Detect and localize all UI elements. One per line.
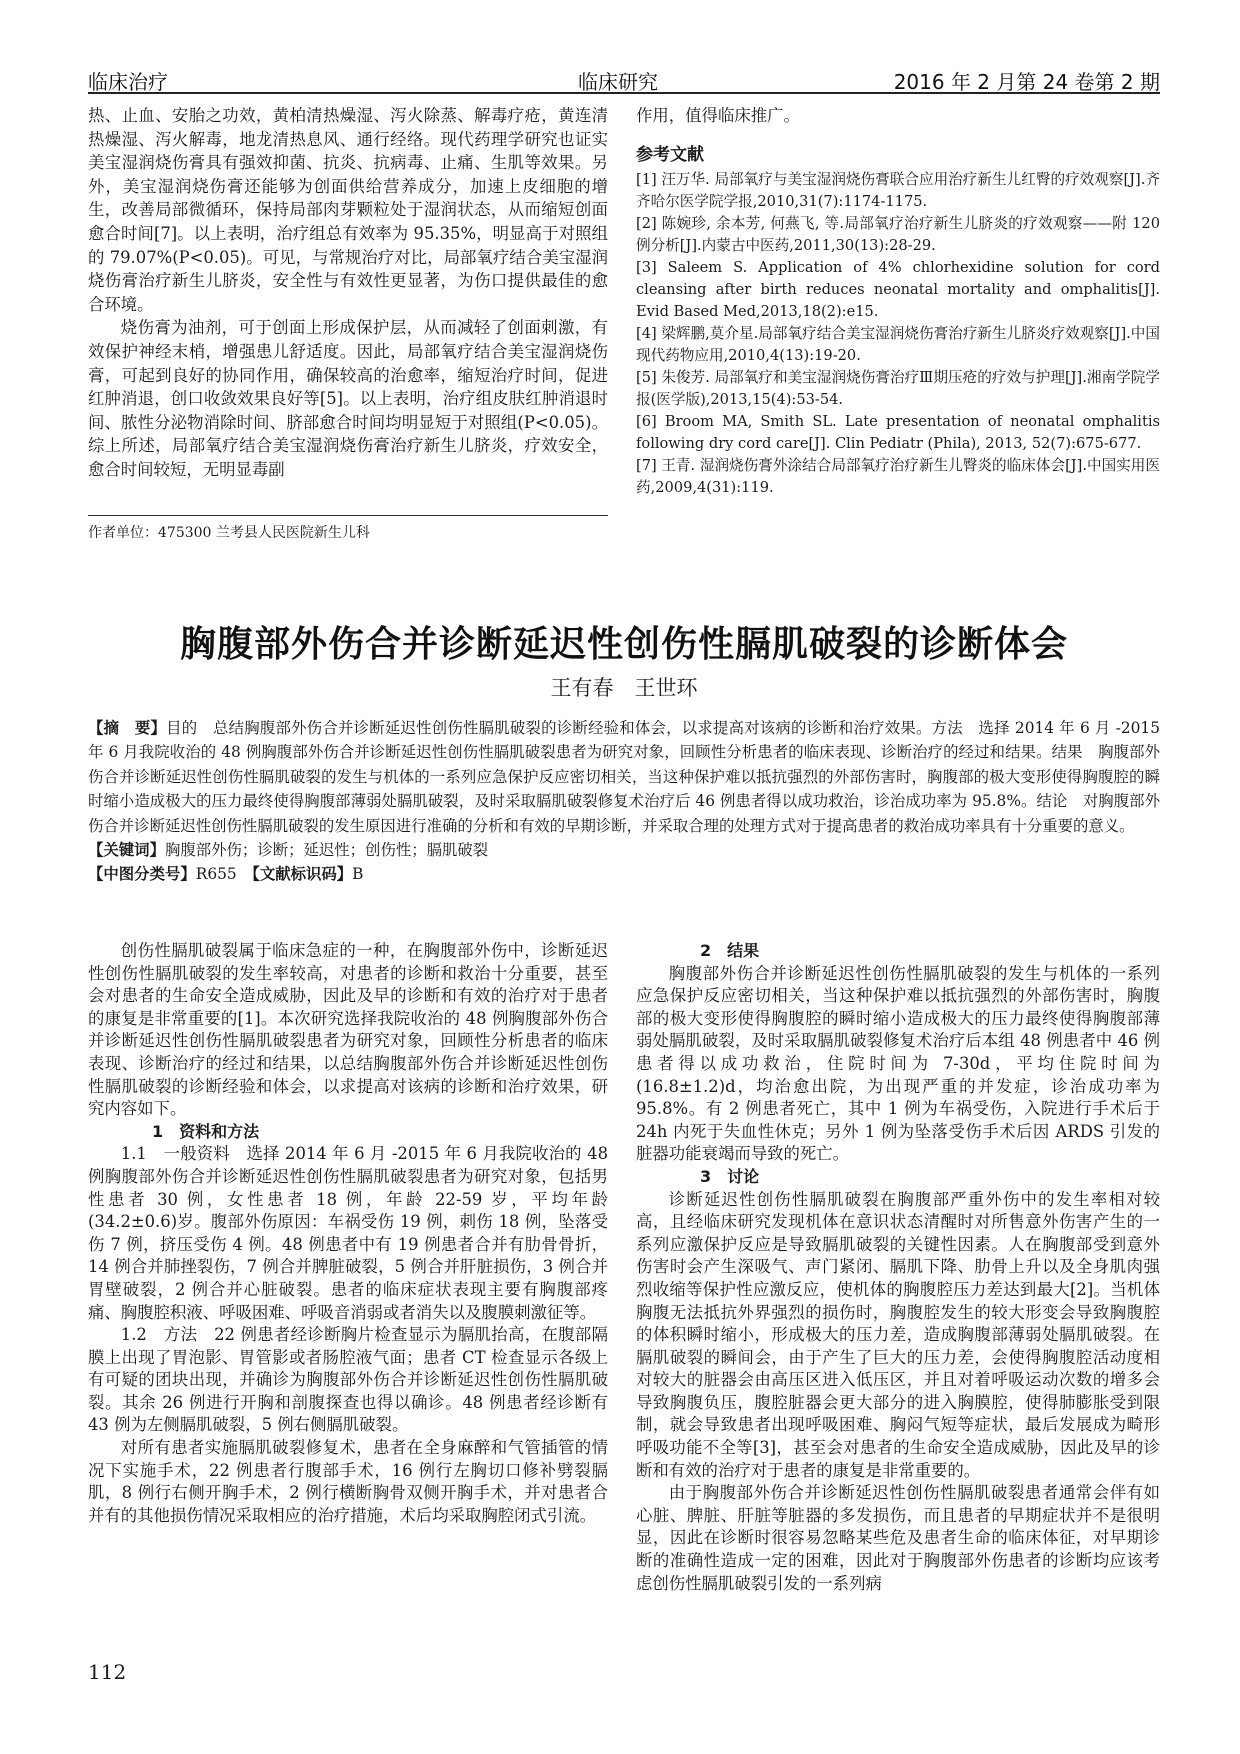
- article-authors: 王有春 王世环: [550, 676, 698, 700]
- footnote-rule: [88, 515, 608, 516]
- section-heading: 2 结果: [700, 941, 760, 960]
- abstract: [88, 716, 1160, 838]
- author-unit-footnote: 作者单位：475300 兰考县人民医院新生儿科: [88, 525, 370, 541]
- reference-item: [5] 朱俊芳. 局部氧疗和美宝湿润烧伤膏治疗Ⅲ期压疮的疗效与护理[J].湘南学院学报(医学版),2013,15(4):53-54.: [636, 369, 1160, 409]
- running-header: [88, 60, 1160, 94]
- references-heading: 参考文献: [636, 144, 704, 165]
- header-issue-info: 2016 年 2 月第 24 卷第 2 期: [893, 70, 1160, 94]
- abstract-block: [88, 716, 1160, 887]
- doc-code-label: 【文献标识码】: [252, 865, 353, 884]
- prev-article-left-column: [88, 104, 608, 482]
- prev-article-right-column: [636, 104, 1160, 499]
- body-paragraph: 1.2 方法 22 例患者经诊断胸片检查显示为膈肌抬高，在腹部隔膜上出现了胃泡影、胃管影或者肠腔液气面；患者 CT 检查显示各级上有可疑的团块出现，并确诊为胸腹部外伤合并诊断延迟性创伤性膈肌破裂。其余 26 例进行开胸和剖腹探查也得以确诊。48 例患者经诊断有 43 例为左侧膈肌破裂，5 例右侧膈肌破裂。: [88, 1325, 608, 1435]
- keywords: [88, 838, 1160, 862]
- header-section-left: 临床治疗: [88, 70, 168, 94]
- clc-label: 【中图分类号】: [88, 865, 196, 884]
- body-paragraph: 对所有患者实施膈肌破裂修复术，患者在全身麻醉和气管插管的情况下实施手术，22 例患者行腹部手术，16 例行左胸切口修补劈裂膈肌，8 例行右侧开胸手术，2 例行横断胸骨双侧开胸手术，并对患者合并有的其他损伤情况采取相应的治疗措施，术后均采取胸腔闭式引流。: [88, 1438, 608, 1525]
- body-paragraph: 1.1 一般资料 选择 2014 年 6 月 -2015 年 6 月我院收治的 48 例胸腹部外伤合并诊断延迟性创伤性膈肌破裂患者为研究对象，包括男性患者 30 例，女性患者 18 例，年龄 22-59 岁，平均年龄(34.2±0.6)岁。腹部外伤原因：车祸受伤 19 例，刺伤 18 例，坠落受伤 7 例，挤压受伤 4 例。48 例患者中有 19 例患者合并有肋骨骨折，14 例合并肺挫裂伤，7 例合并脾脏破裂，5 例合并肝脏损伤，3 例合并胃壁破裂，2 例合并心脏破裂。患者的临床症状表现主要有胸腹部疼痛、胸腹腔积液、呼吸困难、呼吸音消弱或者消失以及腹膜刺激征等。: [88, 1144, 608, 1322]
- reference-item: [2] 陈婉珍, 余本芳, 何燕飞, 等.局部氧疗治疗新生儿脐炎的疗效观察——附 120 例分析[J].内蒙古中医药,2011,30(13):28-29.: [636, 215, 1160, 255]
- body-paragraph: 诊断延迟性创伤性膈肌破裂在胸腹部严重外伤中的发生率相对较高，且经临床研究发现机体在意识状态清醒时对所售意外伤害产生的一系列应激保护反应是导致膈肌破裂的关键性因素。人在胸腹部受到意外伤害时会产生深吸气、声门紧闭、膈肌下降、肋骨上升以及全身肌肉强烈收缩等保护性应激反应，使机体的胸腹腔压力差达到最大[2]。当机体胸腹无法抵抗外界强烈的损伤时，胸腹腔发生的较大形变会导致胸腹腔的体积瞬时缩小，形成极大的压力差，造成胸腹部薄弱处膈肌破裂。在膈肌破裂的瞬间会，由于产生了巨大的压力差，会使得胸腹腔活动度相对较大的脏器会由高压区进入低压区，并且对着呼吸运动次数的增多会导致胸腹负压，腹腔脏器会更大部分的进入胸膜腔，使得肺膨胀受到限制，就会导致患者出现呼吸困难、胸闷气短等症状，最后发展成为畸形呼吸功能不全等[3]，甚至会对患者的生命安全造成威胁，因此及早的诊断和有效的治疗对于患者的康复是非常重要的。: [636, 1189, 1160, 1480]
- prev-paragraph: 热、止血、安胎之功效，黄柏清热燥湿、泻火除蒸、解毒疗疮，黄连清热燥湿、泻火解毒，地龙清热息风、通行经络。现代药理学研究也证实美宝湿润烧伤膏具有强效抑菌、抗炎、抗病毒、止痛、生肌等效果。另外，美宝湿润烧伤膏还能够为创面供给营养成分，加速上皮细胞的增生，改善局部微循环，保持局部肉芽颗粒处于湿润状态，从而缩短创面愈合时间[7]。以上表明，治疗组总有效率为 95.35%，明显高于对照组的 79.07%(P<0.05)。可见，与常规治疗对比，局部氧疗结合美宝湿润烧伤膏治疗新生儿脐炎，安全性与有效性更显著，为伤口提供最佳的愈合环境。: [88, 106, 608, 314]
- body-paragraph: 胸腹部外伤合并诊断延迟性创伤性膈肌破裂的发生与机体的一系列应急保护反应密切相关，当这种保护难以抵抗强烈的外部伤害时，胸腹部的极大变形使得胸腹腔的瞬时缩小造成极大的压力最终使得胸腹部薄弱处膈肌破裂，及时采取膈肌破裂修复术治疗后本组 48 例患者中 46 例患者得以成功救治，住院时间为 7-30d，平均住院时间为(16.8±1.2)d，均治愈出院，为出现严重的并发症，诊治成功率为 95.8%。有 2 例患者死亡，其中 1 例为车祸受伤，入院进行手术后于 24h 内死于失血性休克；另外 1 例为坠落受伤手术后因 ARDS 引发的脏器功能衰竭而导致的死亡。: [636, 963, 1160, 1164]
- reference-item: [1] 汪万华. 局部氧疗与美宝湿润烧伤膏联合应用治疗新生儿红臀的疗效观察[J].齐齐哈尔医学院学报,2010,31(7):1174-1175.: [636, 171, 1160, 211]
- doc-code-value: B: [352, 865, 364, 884]
- section-heading: 1 资料和方法: [152, 1121, 260, 1141]
- prev-paragraph: 烧伤膏为油剂，可于创面上形成保护层，从而减轻了创面刺激，有效保护神经末梢，增强患儿舒适度。因此，局部氧疗结合美宝湿润烧伤膏，可起到良好的协同作用，确保较高的治愈率，缩短治疗时间，促进红肿消退，创口收敛效果良好等[5]。以上表明，治疗组皮肤红肿消退时间、脓性分泌物消除时间、脐部愈合时间均明显短于对照组(P<0.05)。综上所述，局部氧疗结合美宝湿润烧伤膏治疗新生儿脐炎，疗效安全，愈合时间较短，无明显毒副: [88, 318, 608, 479]
- abstract-label: 【摘 要】: [88, 719, 167, 737]
- references-list: [636, 169, 1160, 499]
- reference-item: [4] 梁辉鹏,莫介星.局部氧疗结合美宝湿润烧伤膏治疗新生儿脐炎疗效观察[J].中国现代药物应用,2010,4(13):19-20.: [636, 325, 1160, 365]
- body-paragraph: 由于胸腹部外伤合并诊断延迟性创伤性膈肌破裂患者通常会伴有如心脏、脾脏、肝脏等脏器的多发损伤，而且患者的早期症状并不是很明显，因此在诊断时很容易忽略某些危及患者生命的临床体征，对早期诊断的准确性造成一定的困难，因此对于胸腹部外伤患者的诊断均应该考虑创伤性膈肌破裂引发的一系列病: [636, 1483, 1160, 1593]
- header-section-center: 临床研究: [578, 70, 658, 94]
- article-title: 胸腹部外伤合并诊断延迟性创伤性膈肌破裂的诊断体会: [179, 624, 1068, 665]
- section-heading: 3 讨论: [700, 1166, 760, 1186]
- article-right-column: [636, 940, 1160, 1595]
- keywords-label: 【关键词】: [88, 841, 165, 860]
- article-left-column: [88, 940, 608, 1527]
- keywords-text: 胸腹部外伤；诊断；延迟性；创伤性；膈肌破裂: [164, 841, 489, 860]
- reference-item: [7] 王青. 湿润烧伤膏外涂结合局部氧疗治疗新生儿臀炎的临床体会[J].中国实用医药,2009,4(31):119.: [636, 457, 1160, 497]
- header-rule: [88, 92, 1160, 94]
- abstract-text: 目的 总结胸腹部外伤合并诊断延迟性创伤性膈肌破裂的诊断经验和体会，以求提高对该病的诊断和治疗效果。方法 选择 2014 年 6 月 -2015 年 6 月我院收治的 48 例胸腹部外伤合并诊断延迟性创伤性膈肌破裂患者为研究对象，回顾性分析患者的临床表现、诊断治疗的经过和结果。结果 胸腹部外伤合并诊断延迟性创伤性膈肌破裂的发生与机体的一系列应急保护反应密切相关，当这种保护难以抵抗强烈的外部伤害时，胸腹部的极大变形使得胸腹腔的瞬时缩小造成极大的压力最终使得胸腹部薄弱处膈肌破裂，及时采取膈肌破裂修复术治疗后 46 例患者得以成功救治，诊治成功率为 95.8%。结论 对胸腹部外伤合并诊断延迟性创伤性膈肌破裂的发生原因进行准确的分析和有效的早期诊断，并采取合理的处理方式对于提高患者的救治成功率具有十分重要的意义。: [88, 719, 1160, 835]
- classification: [88, 862, 1160, 886]
- page-number: 112: [88, 1660, 127, 1684]
- reference-item: [3] Saleem S. Application of 4% chlorhexidine solution for cord cleansing after birth reduces neonatal mortality and omphalitis[J]. Evid Based Med,2013,18(2):e15.: [636, 259, 1160, 321]
- prev-conclusion-line: 作用，值得临床推广。: [636, 106, 800, 125]
- intro-paragraph: 创伤性膈肌破裂属于临床急症的一种，在胸腹部外伤中，诊断延迟性创伤性膈肌破裂的发生率较高，对患者的诊断和救治十分重要，甚至会对患者的生命安全造成威胁，因此及早的诊断和有效的治疗对于患者的康复是非常重要的[1]。本次研究选择我院收治的 48 例胸腹部外伤合并诊断延迟性创伤性膈肌破裂患者为研究对象，回顾性分析患者的临床表现、诊断治疗的经过和结果，以总结胸腹部外伤合并诊断延迟性创伤性膈肌破裂的诊断经验和体会，以求提高对该病的诊断和治疗效果，研究内容如下。: [88, 941, 608, 1119]
- clc-value: R655: [195, 865, 237, 884]
- reference-item: [6] Broom MA, Smith SL. Late presentation of neonatal omphalitis following dry cord care[J]. Clin Pediatr (Phila), 2013, 52(7):675-677.: [636, 413, 1160, 453]
